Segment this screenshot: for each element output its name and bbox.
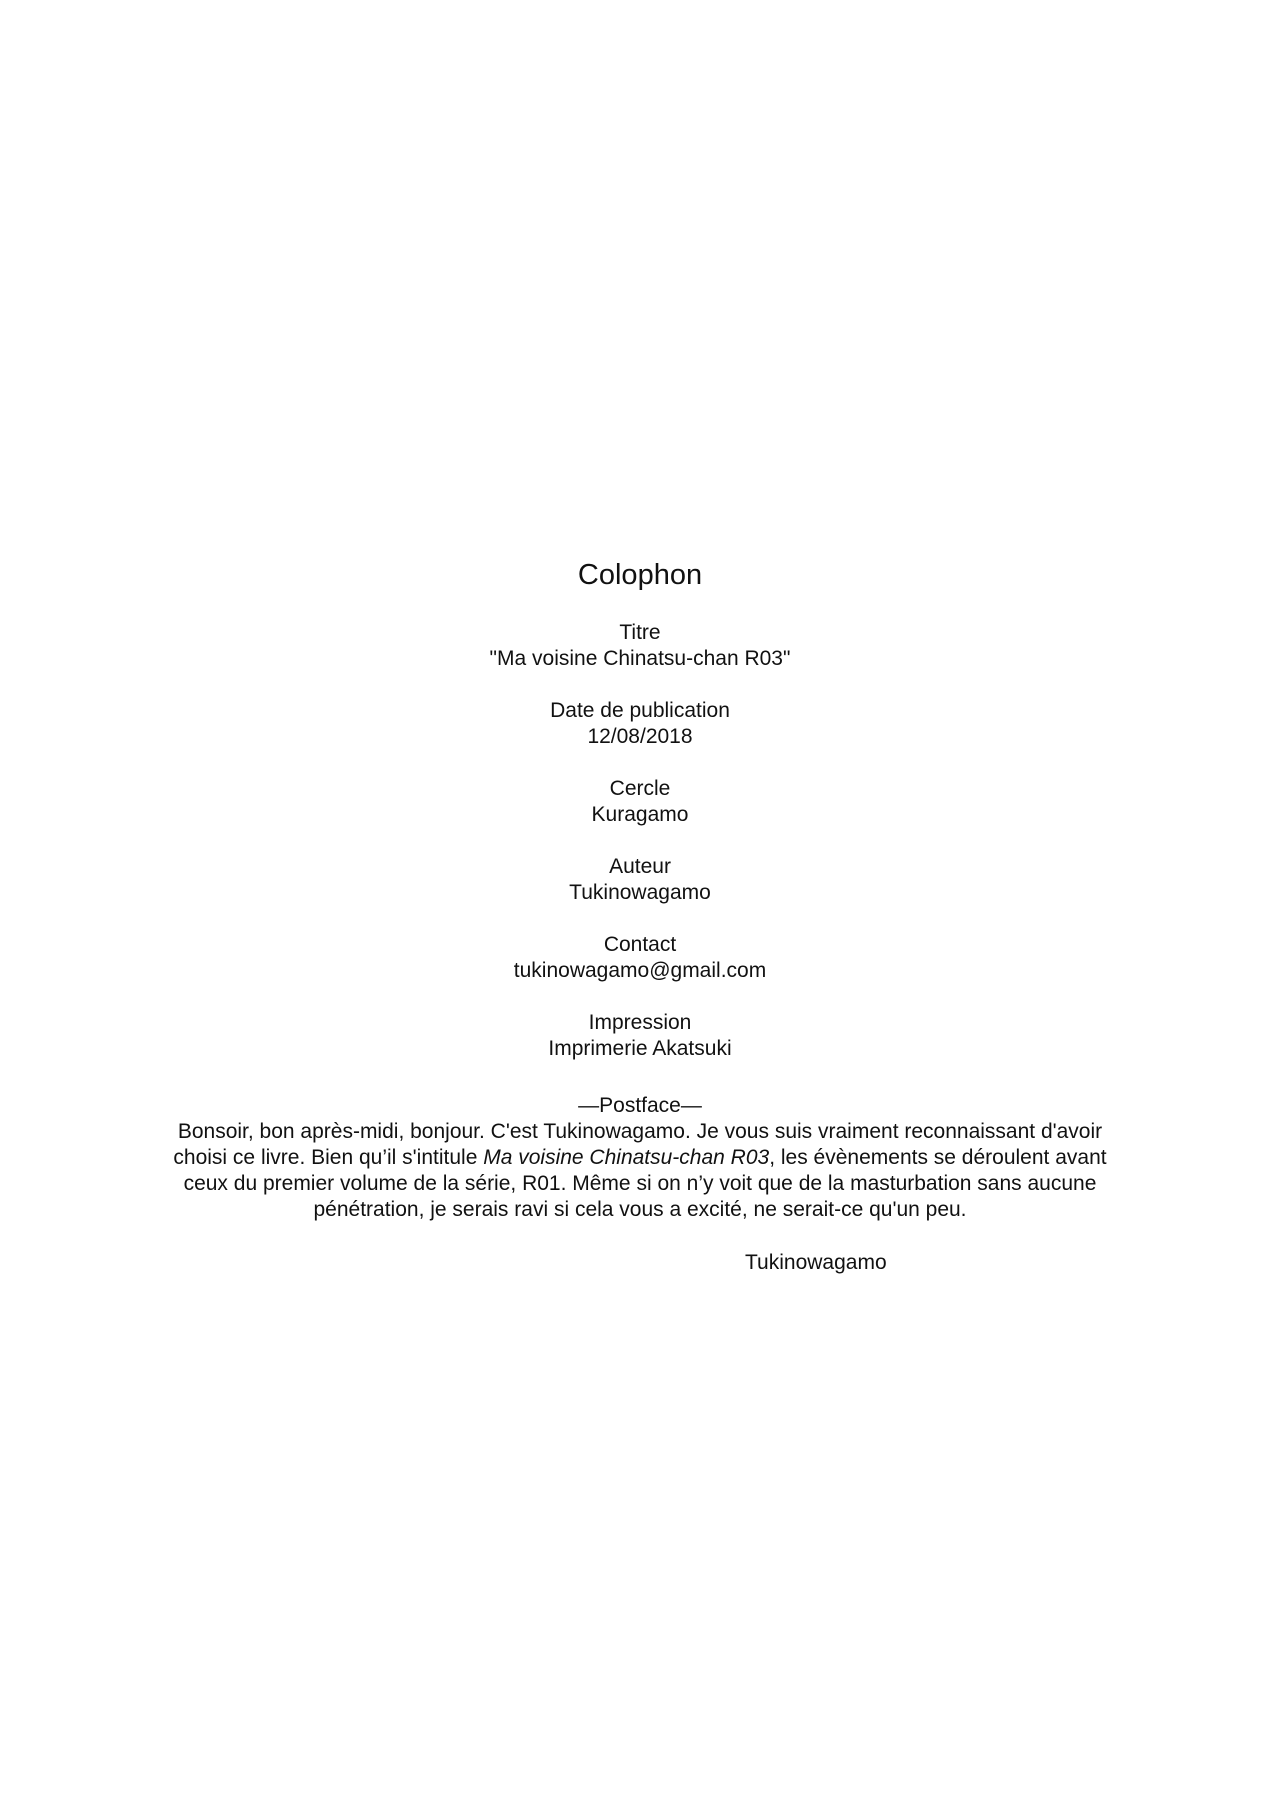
postface-heading: —Postface— (578, 1094, 702, 1117)
field-printing (0, 1010, 1280, 1062)
field-label: Impression (588, 1011, 692, 1034)
postface-body (150, 1119, 1130, 1223)
field-label: Cercle (609, 777, 671, 800)
field-label: Date de publication (550, 699, 730, 722)
field-value: Kuragamo (591, 803, 689, 826)
field-value: Imprimerie Akatsuki (548, 1037, 732, 1060)
field-value: "Ma voisine Chinatsu-chan R03" (489, 647, 791, 670)
postface-text-after: , les évènements se déroulent avant ceux du premier volume de la série, R01. Même si on n’y voit que de la masturbation sans aucune pénétration, je serais ravi si cela vous a excité, ne serait-ce qu'un peu. (183, 1146, 1107, 1221)
field-value: 12/08/2018 (587, 725, 693, 748)
field-value: Tukinowagamo (569, 881, 711, 904)
postface-text-italic: Ma voisine Chinatsu-chan R03 (483, 1146, 770, 1169)
field-title (0, 620, 1280, 672)
colophon-fields (0, 620, 1280, 1088)
field-author (0, 854, 1280, 906)
field-label: Auteur (609, 855, 671, 878)
postface-text-before: Bonsoir, bon après-midi, bonjour. C'est Tukinowagamo. Je vous suis vraiment reconnaissant d'avoir choisi ce livre. Bien qu’il s'intitule (173, 1120, 1103, 1169)
field-label: Contact (603, 933, 677, 956)
field-circle (0, 776, 1280, 828)
field-contact (0, 932, 1280, 984)
postface-signature: Tukinowagamo (745, 1251, 887, 1274)
colophon-title: Colophon (577, 559, 703, 591)
field-label: Titre (619, 621, 661, 644)
field-value: tukinowagamo@gmail.com (513, 959, 767, 982)
field-publication-date (0, 698, 1280, 750)
